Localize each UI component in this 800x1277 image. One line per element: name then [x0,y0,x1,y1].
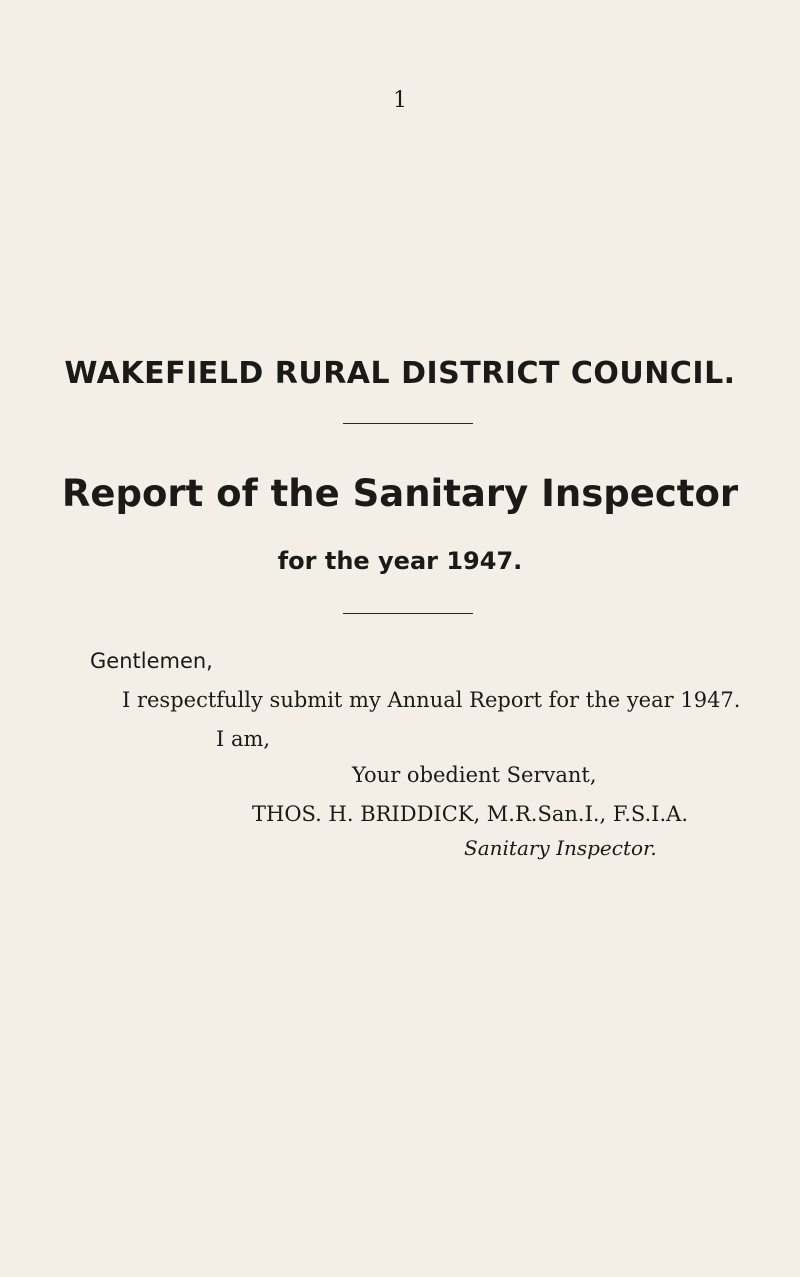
report-year: for the year 1947. [277,547,523,575]
letter-salutation: Gentlemen, [90,649,213,673]
council-name-heading: WAKEFIELD RURAL DISTRICT COUNCIL. [64,356,736,391]
letter-closing: I am, [216,727,271,751]
signatory-title: Sanitary Inspector. [464,836,657,860]
divider-rule-bottom [343,613,473,614]
report-title: Report of the Sanitary Inspector [61,472,739,515]
page-number: 1 [393,88,407,113]
signatory-name: THOS. H. BRIDDICK, M.R.San.I., F.S.I.A. [252,802,688,826]
letter-body: I respectfully submit my Annual Report for the year 1947. [122,688,741,712]
divider-rule-top [343,423,473,424]
letter-sign-off: Your obedient Servant, [352,763,597,787]
